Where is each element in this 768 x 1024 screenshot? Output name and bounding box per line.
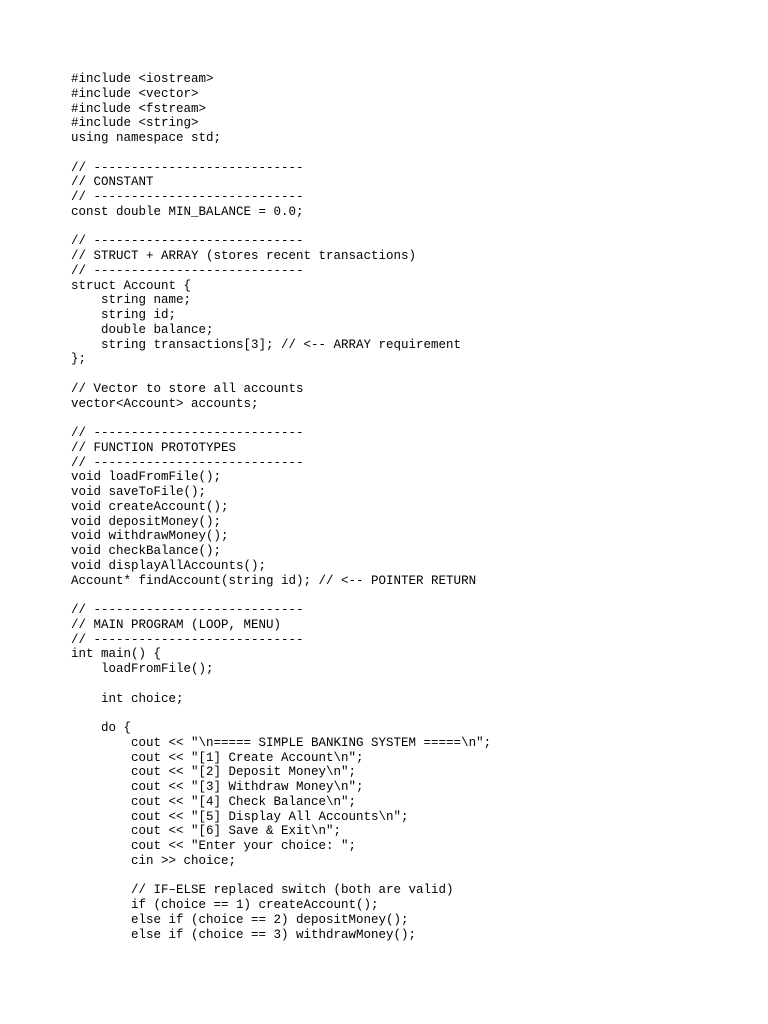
code-line: else if (choice == 3) withdrawMoney(); xyxy=(71,927,417,942)
code-line: cout << "[4] Check Balance\n"; xyxy=(71,794,357,809)
code-line: #include <fstream> xyxy=(71,101,207,116)
code-line: // ---------------------------- xyxy=(71,603,304,617)
code-line: void depositMoney(); xyxy=(71,514,222,529)
code-line: string id; xyxy=(71,308,177,322)
code-line: cout << "Enter your choice: "; xyxy=(71,839,357,853)
code-line: vector<Account> accounts; xyxy=(71,396,259,411)
code-line: cout << "\n===== SIMPLE BANKING SYSTEM =====\n"; xyxy=(71,735,492,750)
code-line: do { xyxy=(71,721,132,735)
code-line xyxy=(71,869,491,884)
code-line xyxy=(71,146,491,161)
code-line: void withdrawMoney(); xyxy=(71,529,229,544)
code-line: // FUNCTION PROTOTYPES xyxy=(71,440,237,455)
code-line: cout << "[5] Display All Accounts\n"; xyxy=(71,809,409,824)
code-line: // ---------------------------- xyxy=(71,455,304,470)
code-line: using namespace std; xyxy=(71,131,222,145)
code-line: double balance; xyxy=(71,322,214,337)
code-line xyxy=(71,411,491,426)
code-line xyxy=(71,588,491,603)
code-line xyxy=(71,220,491,235)
code-line: void createAccount(); xyxy=(71,499,229,514)
code-line xyxy=(71,706,491,721)
code-line: // ---------------------------- xyxy=(71,426,304,440)
code-line: cout << "[2] Deposit Money\n"; xyxy=(71,765,357,780)
code-line: loadFromFile(); xyxy=(71,662,214,676)
code-line: // ---------------------------- xyxy=(71,234,304,249)
code-line: void loadFromFile(); xyxy=(71,470,222,485)
code-line: void saveToFile(); xyxy=(71,485,207,499)
code-line: string name; xyxy=(71,293,192,308)
code-line: int main() { xyxy=(71,647,162,662)
code-line: // STRUCT + ARRAY (stores recent transactions) xyxy=(71,249,417,263)
code-line xyxy=(71,367,491,382)
code-line: // Vector to store all accounts xyxy=(71,381,304,396)
code-line: string transactions[3]; // <-- ARRAY requirement xyxy=(71,337,462,352)
code-line: void displayAllAccounts(); xyxy=(71,558,267,573)
code-line: cin >> choice; xyxy=(71,853,237,868)
code-line: void checkBalance(); xyxy=(71,544,222,558)
code-line: // MAIN PROGRAM (LOOP, MENU) xyxy=(71,617,282,632)
code-line: cout << "[3] Withdraw Money\n"; xyxy=(71,780,364,794)
code-line: #include <iostream> xyxy=(71,72,214,86)
code-line: // ---------------------------- xyxy=(71,632,304,647)
code-line: // ---------------------------- xyxy=(71,190,304,204)
code-line: int choice; xyxy=(71,691,184,706)
code-line: struct Account { xyxy=(71,278,192,293)
code-line: #include <string> xyxy=(71,116,199,131)
code-line: const double MIN_BALANCE = 0.0; xyxy=(71,204,304,219)
code-line: // ---------------------------- xyxy=(71,263,304,278)
code-listing xyxy=(71,72,491,942)
code-line xyxy=(71,677,491,692)
code-line: Account* findAccount(string id); // <-- POINTER RETURN xyxy=(71,573,477,588)
code-line: else if (choice == 2) depositMoney(); xyxy=(71,912,409,927)
code-line: // IF–ELSE replaced switch (both are valid) xyxy=(71,883,454,898)
code-line: }; xyxy=(71,352,87,367)
code-line: // ---------------------------- xyxy=(71,160,304,175)
code-line: cout << "[6] Save & Exit\n"; xyxy=(71,824,342,839)
code-line: // CONSTANT xyxy=(71,175,154,190)
code-line: cout << "[1] Create Account\n"; xyxy=(71,750,364,765)
code-line: #include <vector> xyxy=(71,86,199,101)
code-line: if (choice == 1) createAccount(); xyxy=(71,898,379,912)
